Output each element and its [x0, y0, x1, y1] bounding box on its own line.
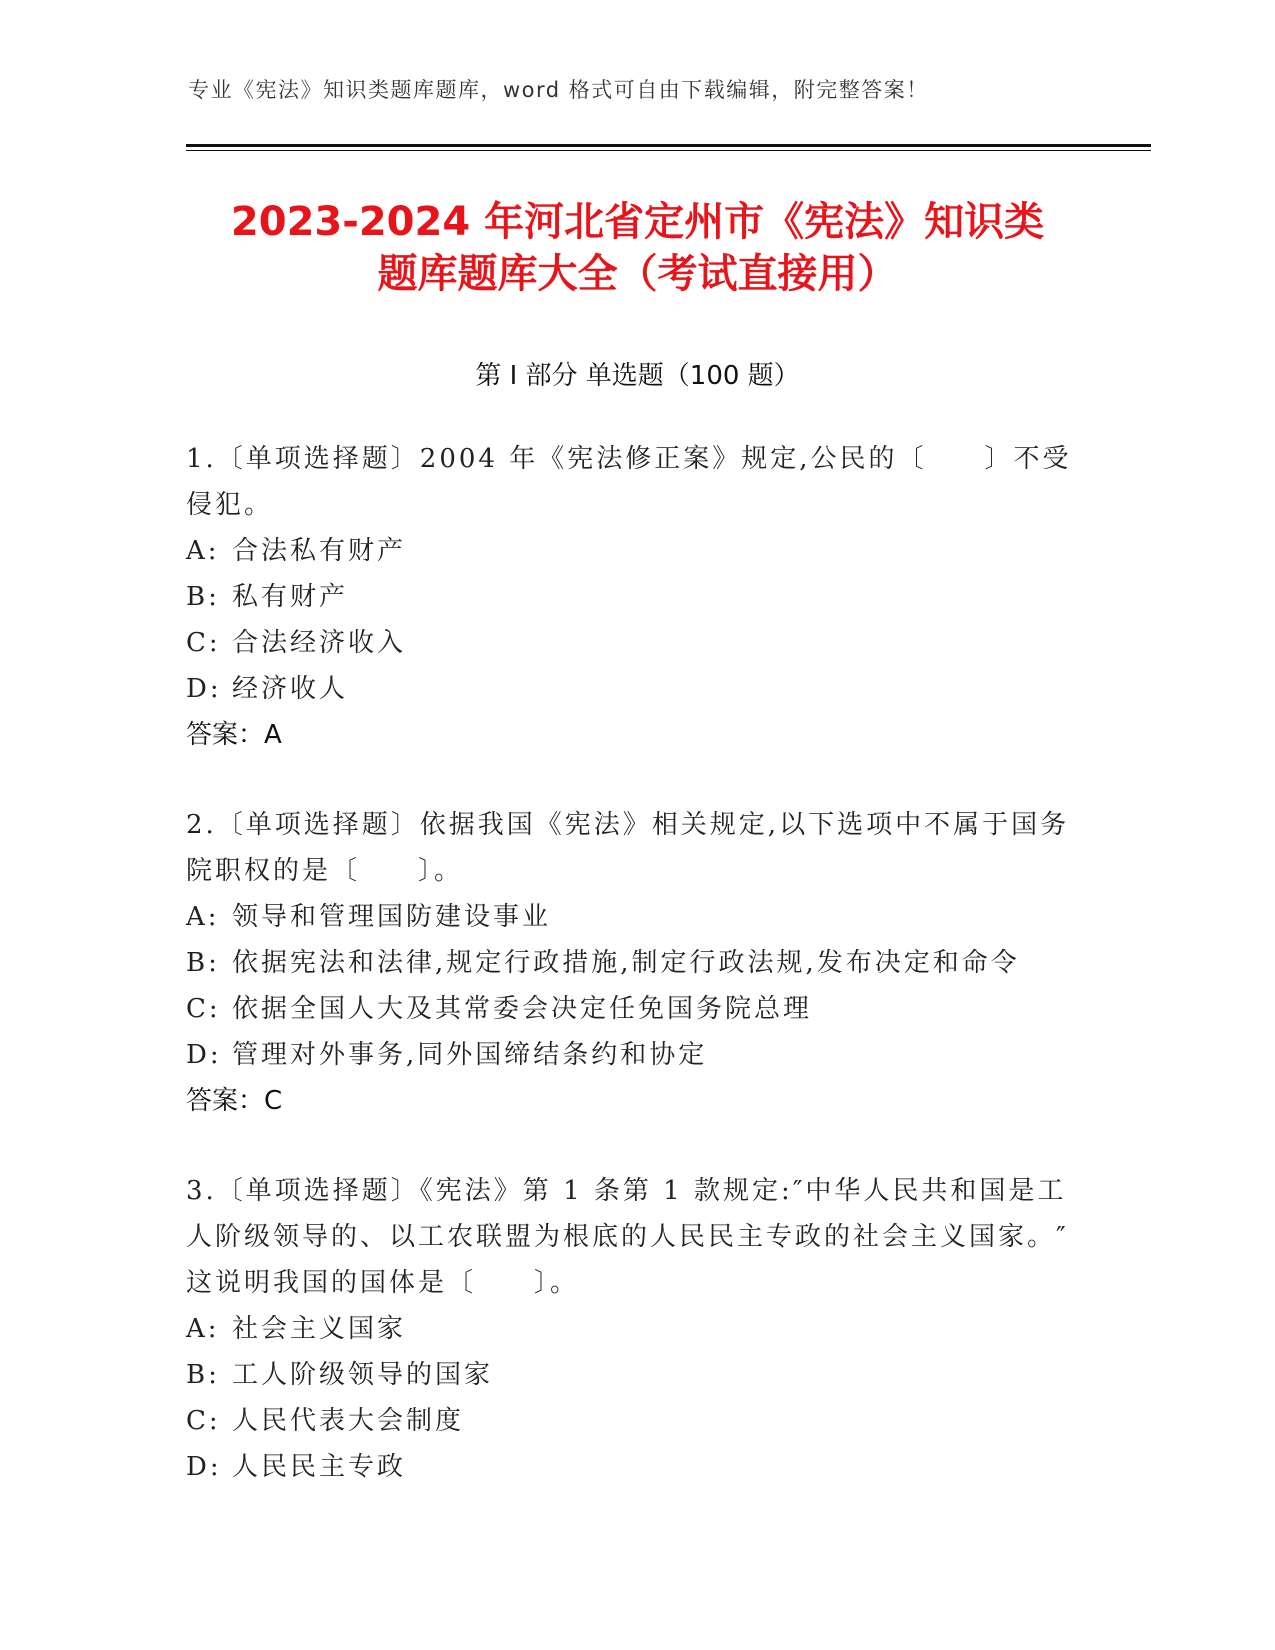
title-line-1: 2023-2024 年河北省定州市《宪法》知识类 [230, 199, 1045, 245]
question-stem: 3.〔单项选择题〕《宪法》第 1 条第 1 款规定:″中华人民共和国是工人阶级领导的、以工农联盟为根底的人民民主专政的社会主义国家。″这说明我国的国体是〔 〕。 [186, 1176, 1069, 1298]
option-key: A: [186, 536, 220, 566]
option-key: C: [186, 1406, 221, 1436]
option-b [186, 1352, 1076, 1398]
option-key: C: [186, 994, 221, 1024]
option-a [186, 1306, 1076, 1352]
option-text: 依据全国人大及其常委会决定任免国务院总理 [232, 994, 813, 1024]
option-c [186, 986, 1076, 1032]
option-d [186, 1032, 1076, 1078]
option-key: C: [186, 628, 221, 658]
page-header: 专业《宪法》知识类题库题库，word 格式可自由下载编辑，附完整答案！ [188, 78, 929, 102]
document-title [150, 196, 1125, 300]
question-stem: 1.〔单项选择题〕2004 年《宪法修正案》规定,公民的〔 〕不受侵犯。 [186, 444, 1072, 520]
title-line-2: 题库题库大全（考试直接用） [377, 251, 898, 297]
question-stem: 2.〔单项选择题〕依据我国《宪法》相关规定,以下选项中不属于国务院职权的是〔 〕。 [186, 810, 1070, 886]
option-key: A: [186, 1314, 220, 1344]
section-title: 第 I 部分 单选题（100 题） [475, 361, 800, 391]
question-list [186, 436, 1076, 1534]
option-d [186, 666, 1076, 712]
option-text: 工人阶级领导的国家 [232, 1360, 494, 1390]
question-3 [186, 1168, 1076, 1490]
option-c [186, 620, 1076, 666]
option-key: A: [186, 902, 220, 932]
header-rule-thick [186, 144, 1151, 147]
answer: 答案：C [186, 1086, 283, 1116]
header-rule-thin [186, 150, 1151, 151]
option-key: D: [186, 674, 222, 704]
option-key: B: [186, 948, 220, 978]
question-1 [186, 436, 1076, 758]
option-text: 管理对外事务,同外国缔结条约和协定 [232, 1040, 708, 1070]
option-text: 合法私有财产 [232, 536, 407, 566]
option-text: 人民民主专政 [232, 1452, 407, 1482]
option-d [186, 1444, 1076, 1490]
option-a [186, 528, 1076, 574]
answer: 答案：A [186, 720, 282, 750]
option-text: 合法经济收入 [232, 628, 407, 658]
option-key: B: [186, 1360, 220, 1390]
option-c [186, 1398, 1076, 1444]
option-text: 依据宪法和法律,规定行政措施,制定行政法规,发布决定和命令 [232, 948, 1020, 978]
option-key: D: [186, 1040, 222, 1070]
option-a [186, 894, 1076, 940]
option-text: 社会主义国家 [232, 1314, 407, 1344]
option-text: 私有财产 [232, 582, 349, 612]
option-text: 领导和管理国防建设事业 [232, 902, 552, 932]
option-text: 人民代表大会制度 [232, 1406, 465, 1436]
option-key: D: [186, 1452, 222, 1482]
option-key: B: [186, 582, 220, 612]
option-b [186, 940, 1076, 986]
option-text: 经济收人 [232, 674, 349, 704]
option-b [186, 574, 1076, 620]
question-2 [186, 802, 1076, 1124]
